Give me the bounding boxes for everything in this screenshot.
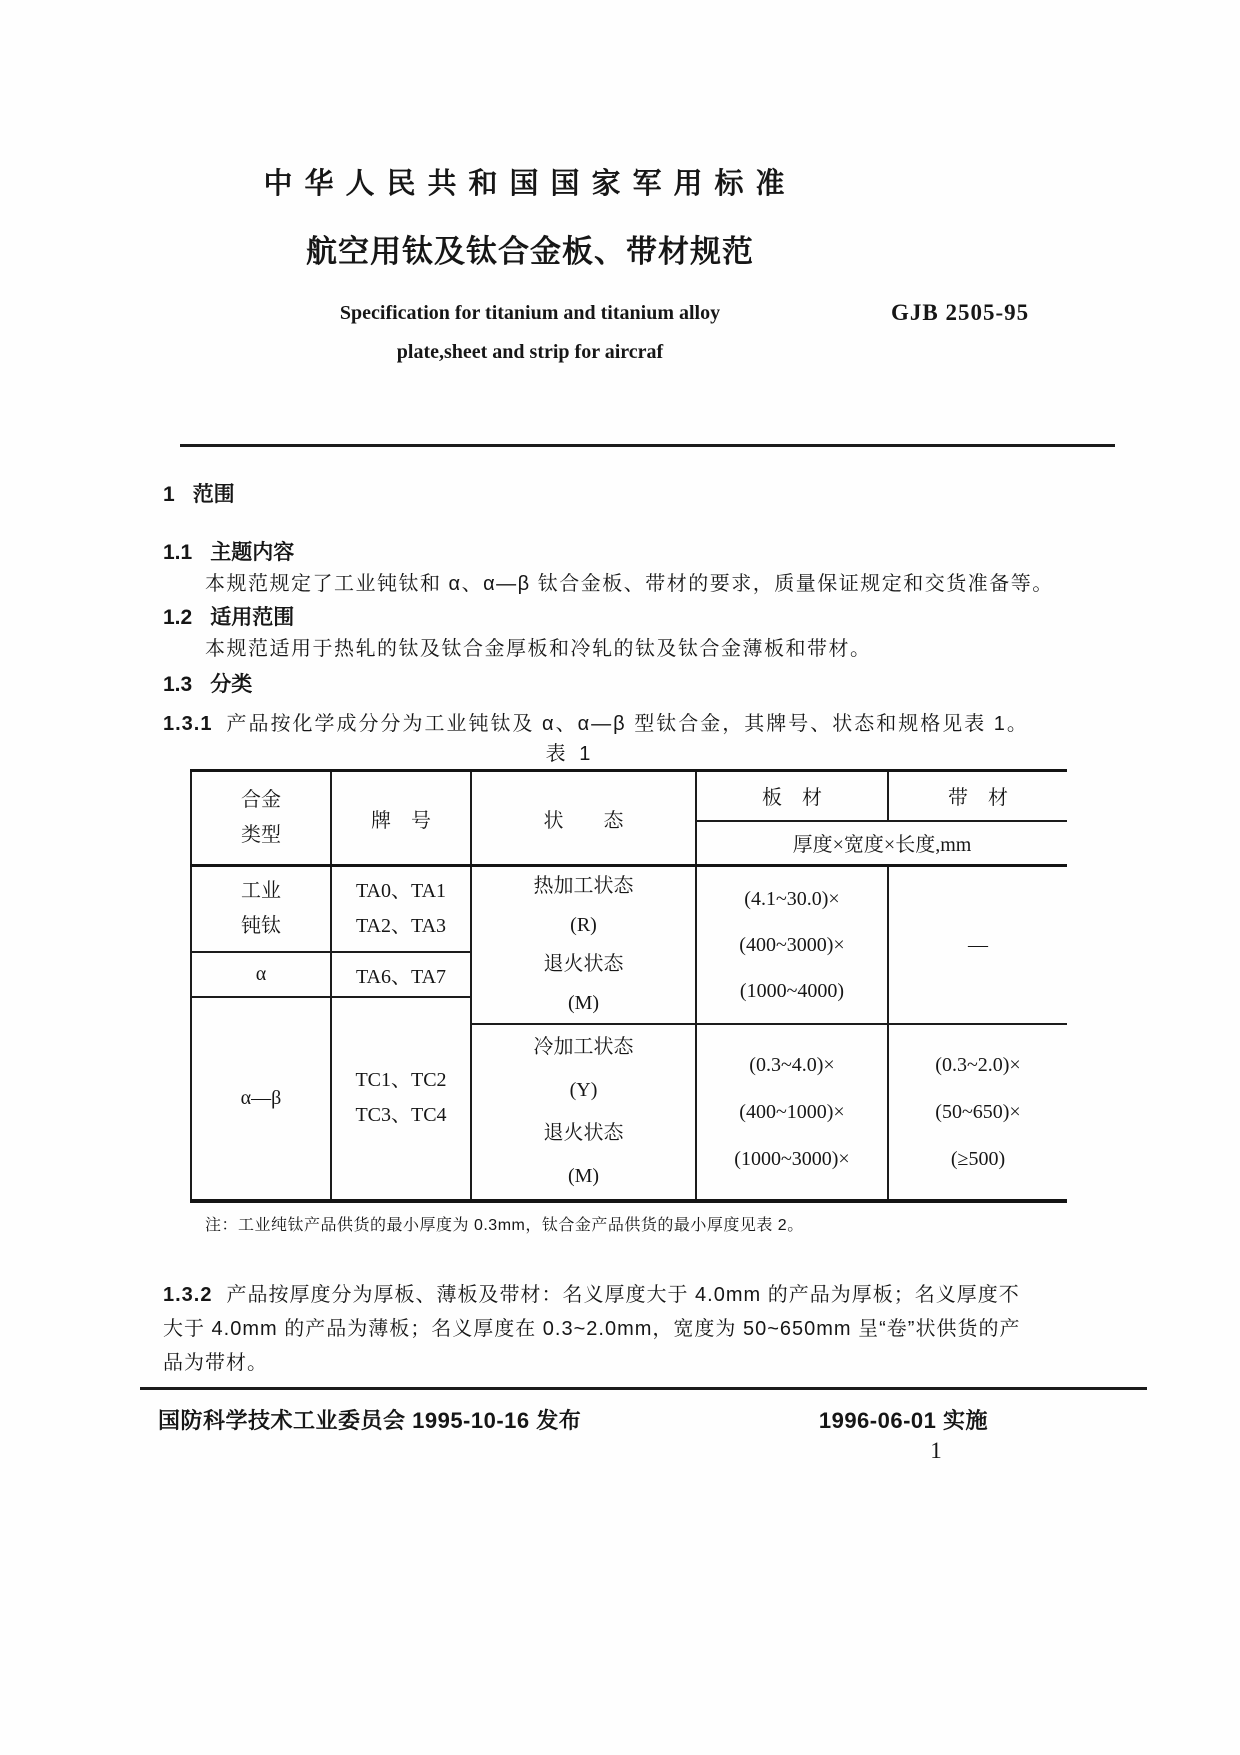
section-number: 1 bbox=[163, 483, 175, 506]
table-header-grade: 牌 号 bbox=[331, 771, 471, 866]
header-rule bbox=[180, 444, 1115, 447]
cell-grades-alpha-beta: TC1、TC2 TC3、TC4 bbox=[331, 997, 471, 1202]
section-number: 1.3.1 bbox=[163, 713, 213, 735]
table-header-dimensions: 厚度×宽度×长度,mm bbox=[696, 821, 1067, 866]
standard-org-title: 中华人民共和国国家军用标准 bbox=[263, 168, 797, 200]
section-1-2-heading bbox=[163, 601, 294, 631]
section-title: 主题内容 bbox=[210, 541, 295, 564]
cell-alloy-alpha-beta: α—β bbox=[191, 997, 331, 1202]
section-1-heading bbox=[163, 478, 235, 508]
cell-plate-dims-group1: (4.1~30.0)× (400~3000)× (1000~4000) bbox=[696, 866, 888, 1025]
cell-grades-alpha: TA6、TA7 bbox=[331, 952, 471, 997]
section-title: 范围 bbox=[192, 483, 235, 506]
doc-title: 航空用钛及钛合金板、带材规范 bbox=[306, 234, 754, 269]
cell-alloy-cp-titanium: 工业 钝钛 bbox=[191, 866, 331, 952]
footer-rule bbox=[140, 1387, 1147, 1390]
table-header-strip: 带 材 bbox=[888, 771, 1067, 821]
table-header-alloy-type: 合金 类型 bbox=[191, 771, 331, 866]
table-header-plate: 板 材 bbox=[696, 771, 888, 821]
paragraph-line: 1.3.2 产品按厚度分为厚板、薄板及带材：名义厚度大于 4.0mm 的产品为厚板；名义厚度不 bbox=[163, 1284, 1020, 1306]
section-1-3-heading bbox=[163, 668, 252, 698]
doc-title-en-line1: Specification for titanium and titanium alloy bbox=[339, 302, 721, 324]
paragraph-text: 产品按化学成分分为工业钝钛及 α、α—β 型钛合金，其牌号、状态和规格见表 1。 bbox=[226, 713, 1029, 735]
section-number: 1.1 bbox=[163, 541, 193, 564]
section-number: 1.3 bbox=[163, 673, 193, 696]
cell-condition-group1: 热加工状态 (R) 退火状态 (M) bbox=[471, 866, 696, 1025]
section-number: 1.3.2 bbox=[163, 1284, 213, 1306]
section-1-3-1-paragraph bbox=[163, 707, 1029, 736]
footer-issued-by: 国防科学技术工业委员会 1995-10-16 发布 bbox=[158, 1408, 582, 1433]
doc-title-en-line2: plate,sheet and strip for aircraf bbox=[396, 341, 664, 363]
page-number: 1 bbox=[930, 1438, 942, 1463]
standard-number: GJB 2505-95 bbox=[891, 300, 1030, 325]
cell-strip-dims-group1: — bbox=[888, 866, 1067, 1025]
cell-alloy-alpha: α bbox=[191, 952, 331, 997]
section-1-3-2-paragraph bbox=[163, 1278, 1020, 1380]
cell-condition-group2: 冷加工状态 (Y) 退火状态 (M) bbox=[471, 1024, 696, 1201]
section-title: 分类 bbox=[210, 673, 253, 696]
cell-plate-dims-group2: (0.3~4.0)× (400~1000)× (1000~3000)× bbox=[696, 1024, 888, 1201]
section-title: 适用范围 bbox=[210, 606, 295, 629]
table-1 bbox=[190, 769, 1067, 1203]
section-number: 1.2 bbox=[163, 606, 193, 629]
section-1-2-body: 本规范适用于热轧的钛及钛合金厚板和冷轧的钛及钛合金薄板和带材。 bbox=[205, 638, 872, 660]
paragraph-line: 大于 4.0mm 的产品为薄板；名义厚度在 0.3~2.0mm，宽度为 50~650mm 呈“卷”状供货的产 bbox=[163, 1318, 1021, 1340]
section-1-1-heading bbox=[163, 536, 294, 566]
cell-strip-dims-group2: (0.3~2.0)× (50~650)× (≥500) bbox=[888, 1024, 1067, 1201]
cell-grades-cp-titanium: TA0、TA1 TA2、TA3 bbox=[331, 866, 471, 952]
section-1-1-body: 本规范规定了工业钝钛和 α、α—β 钛合金板、带材的要求，质量保证规定和交货准备等。 bbox=[205, 573, 1054, 595]
footer-implementation-date: 1996-06-01 实施 bbox=[818, 1408, 988, 1433]
table-1-note: 注：工业纯钛产品供货的最小厚度为 0.3mm，钛合金产品供货的最小厚度见表 2。 bbox=[205, 1217, 804, 1234]
paragraph-line: 品为带材。 bbox=[163, 1352, 268, 1374]
table-1-caption: 表 1 bbox=[545, 743, 595, 765]
table-header-condition: 状 态 bbox=[471, 771, 696, 866]
